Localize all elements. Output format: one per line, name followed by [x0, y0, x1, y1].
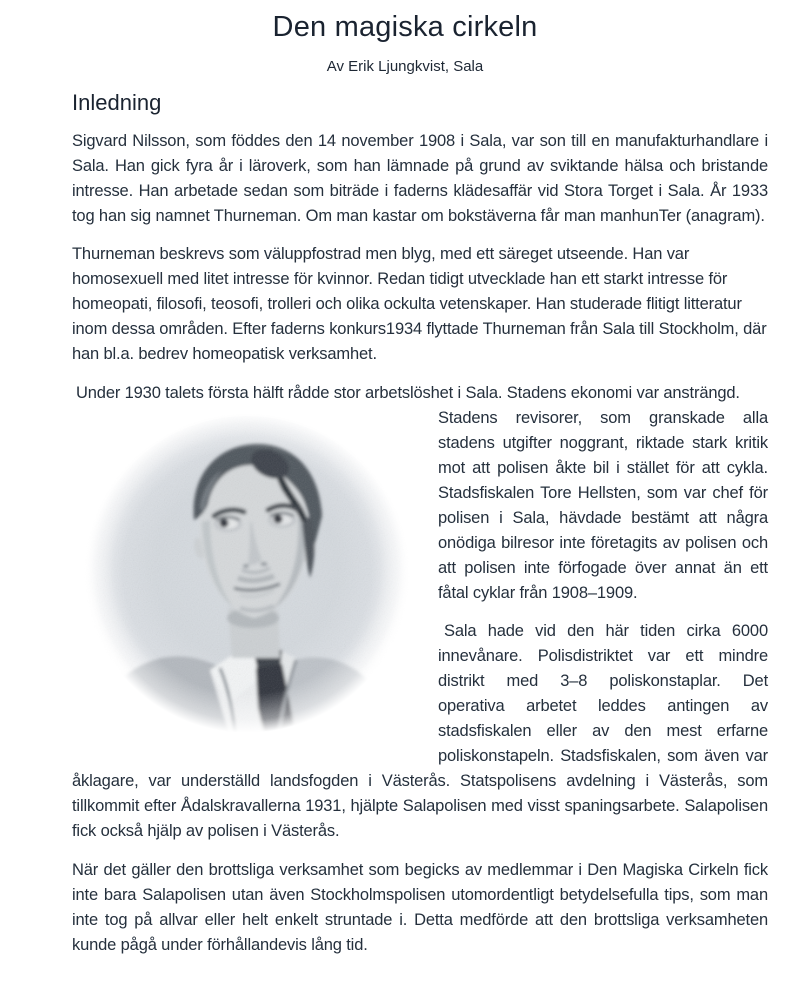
paragraph-3-wrap: Stadens revisorer, som granskade alla stadens utgifter noggrant, riktade stark kritik mot att polisen åkte bil i stället för att cykla. Stadsfiskalen Tore Hellsten, som var chef för polisen i Sala, hävdade bestämt att några onödiga bilresor inte företagits av polisen och att polisen inte förfogade över annat än ett fåtal cyklar från 1908–1909. [438, 409, 768, 602]
page-title: Den magiska cirkeln [272, 11, 538, 43]
portrait-photo [82, 412, 412, 742]
paragraph-1: Sigvard Nilsson, som föddes den 14 november 1908 i Sala, var son till en manufakturhandlare i Sala. Han gick fyra år i läroverk, som han lämnade på grund av sviktande hälsa och bristande intresse. Han arbetade sedan som biträde i faderns klädesaffär vid Stora Torget i Sala. År 1933 tog han sig namnet Thurneman. Om man kastar om bokstäverna får man manhunTer (anagram). [72, 132, 768, 225]
photo-grain-texture [82, 412, 412, 742]
portrait-illustration [82, 412, 412, 742]
paragraph-5: När det gäller den brottsliga verksamhet som begicks av medlemmar i Den Magiska Cirkeln fick inte bara Salapolisen utan även Stockholmspolisen utomordentligt betydelsefulla tips, som man inte tog på allvar eller helt enkelt struntade i. Detta medförde att den brottsliga verksamheten kunde pågå under förhållandevis lång tid. [72, 861, 768, 954]
byline: Av Erik Ljungkvist, Sala [326, 58, 484, 75]
section-heading: Inledning [72, 90, 162, 115]
paragraph-2: Thurneman beskrevs som väluppfostrad men blyg, med ett säreget utseende. Han var homosexuell med litet intresse för kvinnor. Redan tidigt utvecklade han ett starkt intresse för homeopati, filosofi, teosofi, trolleri och olika ockulta vetenskaper. Han studerade flitigt litteratur inom dessa områden. Efter faderns konkurs1934 flyttade Thurneman från Sala till Stockholm, där han bl.a. bedrev homeopatisk verksamhet. [72, 245, 767, 363]
paragraph-4: Sala hade vid den här tiden cirka 6000 innevånare. Polisdistriktet var ett mindre distrikt med 3–8 poliskonstaplar. Det operativa arbetet leddes antingen av stadsfiskalen eller av den mest erfarne poliskonstapeln. Stadsfiskalen, som även var åklagare, var underställd landsfogden i Västerås. Statspolisens avdelning i Västerås, som tillkommit efter Ådalskravallerna 1931, hjälpte Salapolisen med visst spaningsarbete. Salapolisen fick också hjälp av polisen i Västerås. [72, 622, 768, 840]
paragraph-3-lead: Under 1930 talets första hälft rådde stor arbetslöshet i Sala. Stadens ekonomi var ansträngd. [76, 384, 740, 402]
